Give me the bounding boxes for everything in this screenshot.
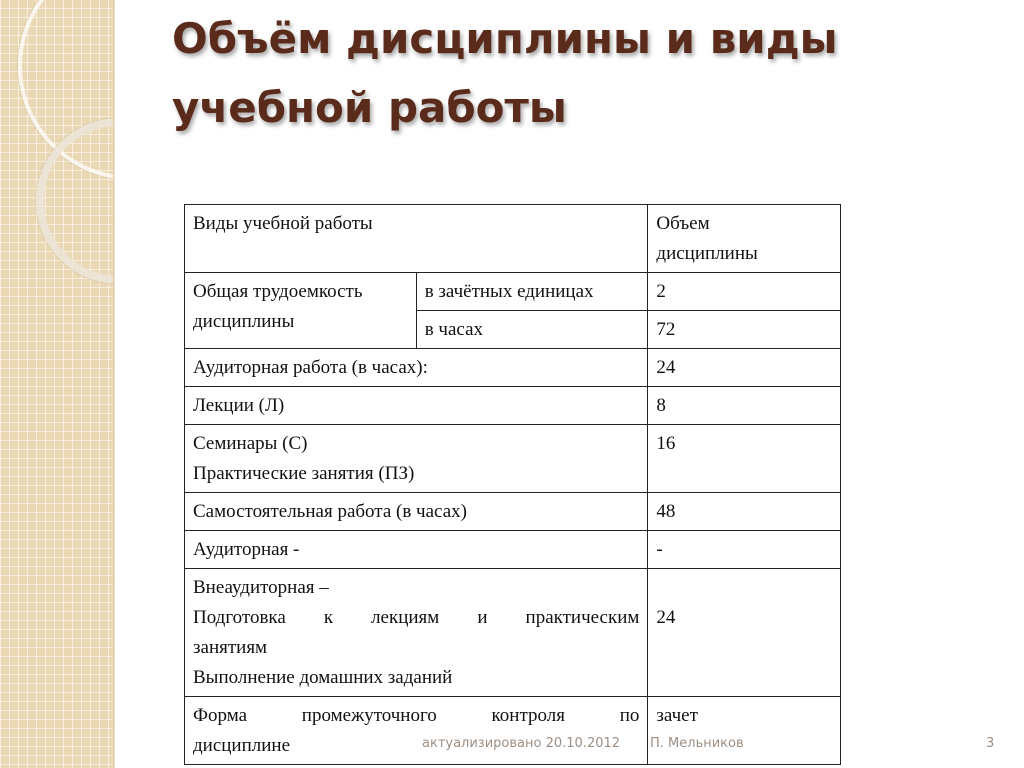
auditorium-value-cell [648, 531, 841, 569]
row-label: Аудиторная работа (в часах): [193, 357, 428, 378]
seminars-value-cell [648, 425, 841, 493]
extra-value: 24 [656, 607, 676, 628]
extra-value-cell [648, 569, 841, 697]
header-volume-line-1: Объем [656, 213, 710, 234]
control-line-2: дисциплине [193, 735, 291, 756]
auditorium-label-cell [185, 531, 648, 569]
seminars-label-cell [185, 425, 648, 493]
hours-label: в часах [424, 319, 484, 340]
credits-label-cell [416, 273, 648, 311]
decorative-side-strip [0, 0, 113, 768]
table-row [185, 349, 841, 387]
total-label-line-1: Общая трудоемкость [193, 281, 363, 302]
side-strip-edge [113, 0, 115, 768]
extra-line-2: Подготовка к лекциям и практическим [193, 607, 640, 628]
hours-value: 72 [656, 319, 676, 340]
table-row [185, 425, 841, 493]
credits-label: в зачётных единицах [424, 281, 594, 302]
table-row [185, 697, 841, 765]
row-label-cell [185, 387, 648, 425]
header-volume-line-2: дисциплины [656, 243, 758, 264]
self-work-value: 48 [656, 501, 676, 522]
study-work-table [184, 204, 841, 765]
slide-title [172, 4, 992, 142]
row-value: 24 [656, 357, 676, 378]
credits-value-cell [648, 273, 841, 311]
footer-updated-date: актуализировано 20.10.2012 [422, 736, 621, 751]
extra-line-3: занятиям [193, 637, 268, 658]
row-label-cell [185, 349, 648, 387]
table-row [185, 493, 841, 531]
hours-label-cell [416, 311, 648, 349]
header-kinds-cell [185, 205, 648, 273]
header-volume-cell [648, 205, 841, 273]
self-work-label-cell [185, 493, 648, 531]
extra-label-cell [185, 569, 648, 697]
seminars-value: 16 [656, 433, 676, 454]
slide-title-line-1: Объём дисциплины и виды [172, 14, 838, 63]
table-row [185, 273, 841, 311]
hours-value-cell [648, 311, 841, 349]
auditorium-label: Аудиторная - [193, 539, 300, 560]
extra-line-1: Внеаудиторная – [193, 577, 329, 598]
seminars-line-1: Семинары (С) [193, 433, 308, 454]
control-value-cell [648, 697, 841, 765]
auditorium-value: - [656, 539, 663, 560]
credits-value: 2 [656, 281, 666, 302]
control-label-cell [185, 697, 648, 765]
control-value: зачет [656, 705, 698, 726]
row-label: Лекции (Л) [193, 395, 285, 416]
total-label-line-2: дисциплины [193, 311, 295, 332]
table-row [185, 531, 841, 569]
extra-line-4: Выполнение домашних заданий [193, 667, 453, 688]
row-value: 8 [656, 395, 666, 416]
self-work-label: Самостоятельная работа (в часах) [193, 501, 467, 522]
row-value-cell [648, 387, 841, 425]
header-kinds-label: Виды учебной работы [193, 213, 373, 234]
seminars-line-2: Практические занятия (ПЗ) [193, 463, 415, 484]
table-row [185, 569, 841, 697]
table-header-row [185, 205, 841, 273]
self-work-value-cell [648, 493, 841, 531]
slide-page-number: 3 [986, 736, 995, 751]
slide-title-line-2: учебной работы [172, 83, 567, 132]
row-value-cell [648, 349, 841, 387]
control-line-1: Форма промежуточного контроля по [193, 705, 640, 726]
footer-author: П. Мельников [650, 736, 744, 751]
table-row [185, 387, 841, 425]
total-label-cell [185, 273, 417, 349]
